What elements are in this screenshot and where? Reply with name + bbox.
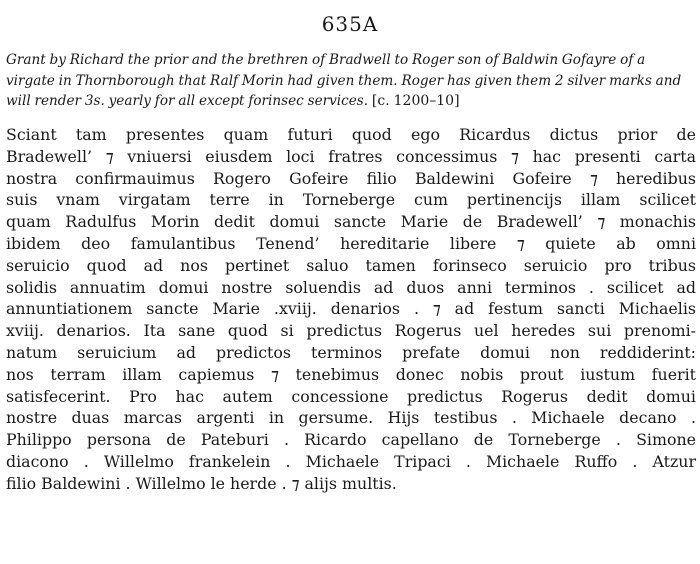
text-line: nos terram illam capiemus ⁊ tenebimus donec nobis prout iustum fuerit [6,364,696,384]
text-line: nostre duas marcas argenti in gersume. Hijs testibus . Michaele decano . [6,408,696,428]
text-line: filio Baldewini . Willelmo le herde . ⁊ alijs multis. [6,473,397,493]
summary-line: Grant by Richard the prior and the brethren of Bradwell to Roger son of Baldwin Gofayre of a [6,52,646,68]
summary-line: virgate in Thornborough that Ralf Morin had given them. Roger has given them 2 silver marks [6,72,652,89]
charter-summary [6,50,696,112]
text-line: suis vnam virgatam terre in Torneberge cum pertinencijs illam scilicet [6,190,696,210]
text-line: seruicio quod ad nos pertinet saluo tamen forinseco seruicio pro tribus [6,255,696,275]
text-line: quam Radulfus Morin dedit domui sancte Marie de Bradewell’ ⁊ monachis [6,212,696,232]
text-line: annuntiationem sancte Marie .xviij. denarios . ⁊ ad festum sancti Michaelis [6,299,696,319]
text-line: natum seruicium ad predictos terminos prefate domui non reddiderint: [6,342,696,362]
text-line: satisfecerint. Pro hac autem concessione predictus Rogerus dedit domui [6,386,696,406]
summary-line: and will render 3s. yearly for all except forinsec services. [6,72,682,109]
text-line: ibidem deo famulantibus Tenend’ hereditarie libere ⁊ quiete ab omni [6,233,696,253]
text-line: Bradewell’ ⁊ vniuersi eiusdem loci fratres concessimus ⁊ hac presenti carta [6,146,696,166]
text-line: solidis annuatim domui nostre soluendis ad duos anni terminos . scilicet ad [6,277,696,297]
text-line: nostra confirmauimus Rogero Gofeire filio Baldewini Gofeire ⁊ heredibus [6,168,696,188]
text-line: Sciant tam presentes quam futuri quod ego Ricardus dictus prior de [6,125,696,144]
charter-number: 635A [321,12,379,36]
text-line: Philippo persona de Pateburi . Ricardo capellano de Torneberge . Simone [6,430,696,450]
text-line: xviij. denarios. Ita sane quod si predictus Rogerus uel heredes sui prenomi- [6,321,696,341]
text-line: diacono . Willelmo frankelein . Michaele Tripaci . Michaele Ruffo . Atzur [6,451,696,471]
charter-latin-text [6,124,696,495]
charter-date: [c. 1200–10] [371,93,460,109]
